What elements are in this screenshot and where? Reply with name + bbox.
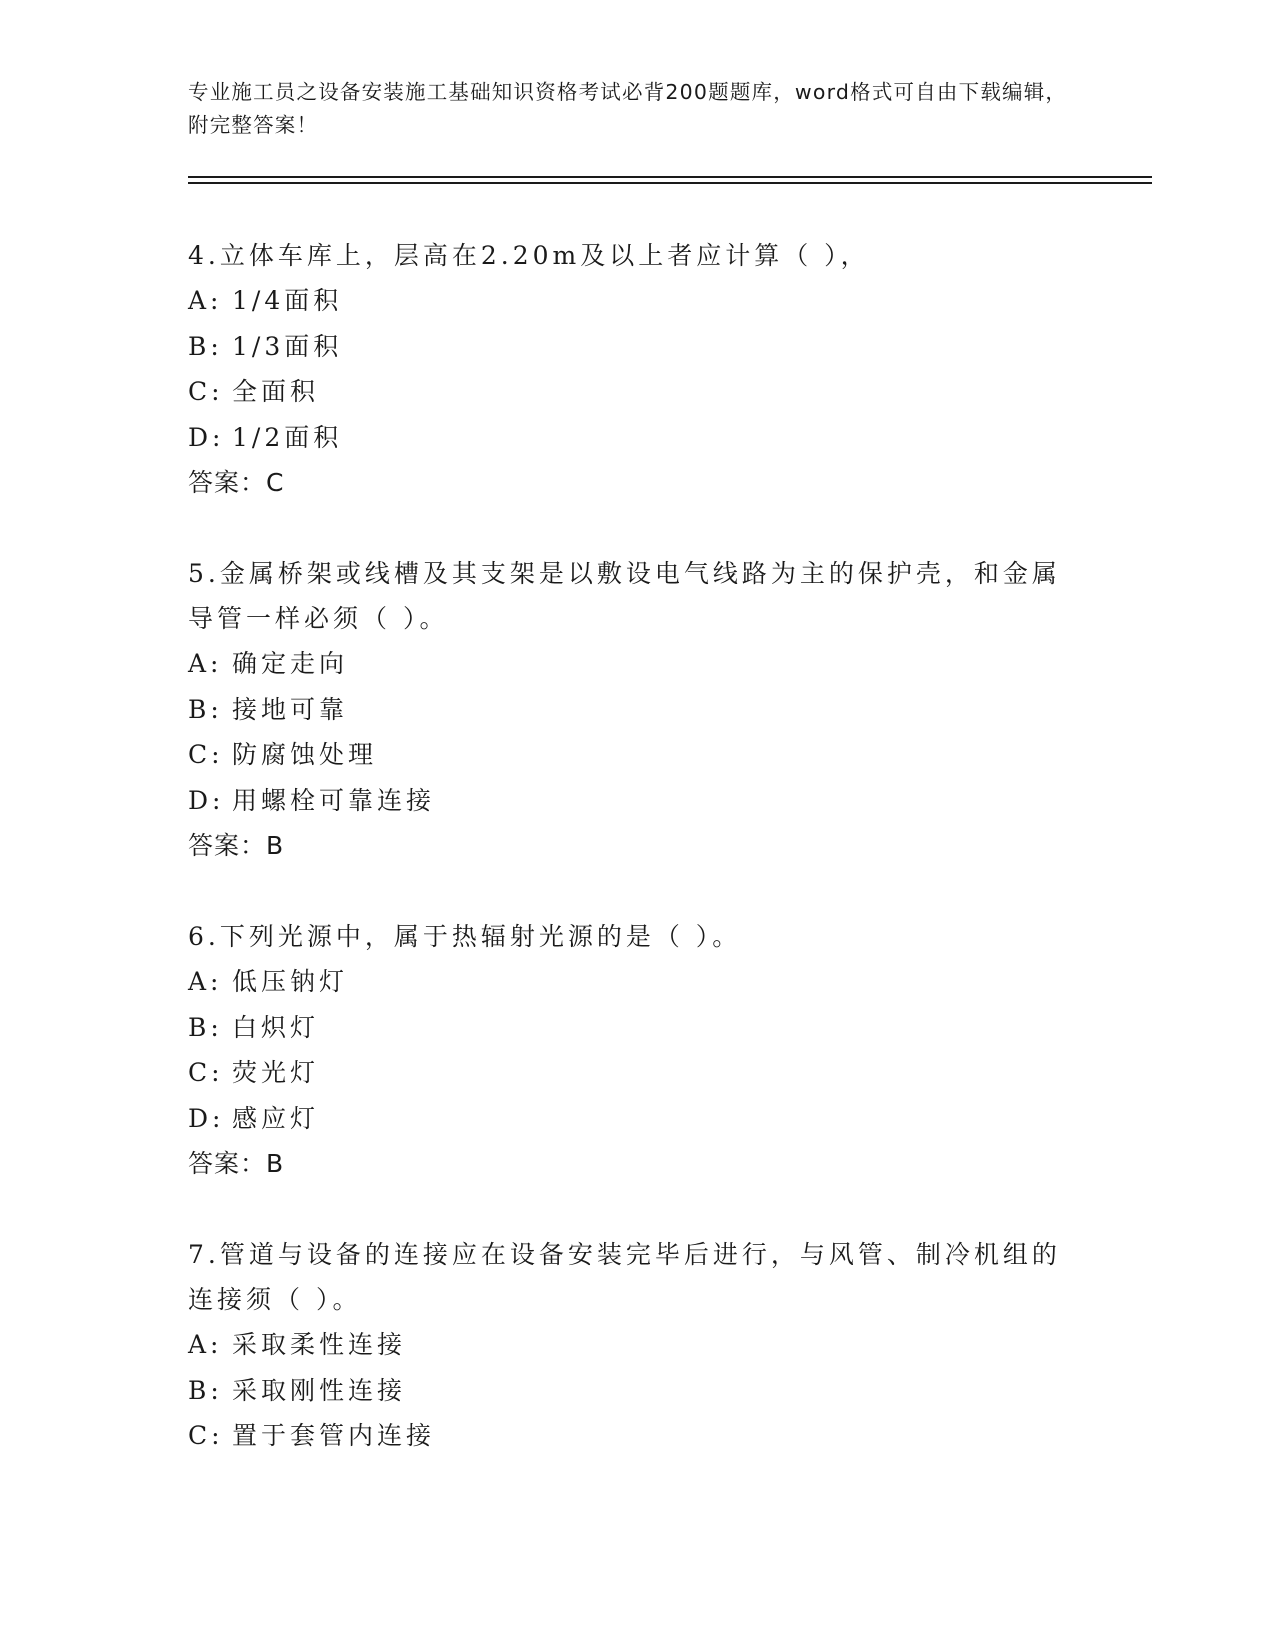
answer-line: 答案：B: [188, 831, 285, 860]
option-a: [188, 278, 1088, 324]
question-stem: 7.管道与设备的连接应在设备安装完毕后进行，与风管、制冷机组的连接须（ ）。: [188, 1240, 1061, 1314]
option-text: 采取柔性连接: [232, 1330, 407, 1359]
option-b: [188, 687, 1088, 733]
option-c: [188, 732, 1088, 778]
answer-line: 答案：B: [188, 1149, 285, 1178]
answer-line: 答案：C: [188, 468, 285, 497]
option-key: C:: [188, 1058, 224, 1087]
option-text: 感应灯: [232, 1103, 320, 1133]
option-text: 用螺栓可靠连接: [232, 785, 436, 815]
option-b: [188, 1005, 1088, 1051]
option-b: [188, 1368, 1088, 1414]
option-text: 全面积: [232, 377, 320, 406]
header-divider-bottom: [188, 182, 1152, 184]
option-key: D:: [188, 1103, 225, 1133]
option-key: A:: [188, 649, 223, 678]
option-text: 荧光灯: [232, 1058, 320, 1087]
option-d: [188, 778, 1088, 824]
option-text: 1/4面积: [232, 286, 343, 315]
question-list: [188, 233, 1088, 1505]
question-stem: 5.金属桥架或线槽及其支架是以敷设电气线路为主的保护壳，和金属导管一样必须（ ）。: [188, 559, 1061, 633]
option-key: D:: [188, 422, 225, 452]
option-key: C:: [188, 377, 224, 406]
question-stem: 4.立体车库上，层高在2.20m及以上者应计算（ ），: [188, 241, 870, 270]
question-stem: 6.下列光源中，属于热辐射光源的是（ ）。: [188, 922, 742, 951]
option-text: 防腐蚀处理: [232, 740, 378, 769]
option-text: 采取刚性连接: [232, 1375, 407, 1405]
option-text: 1/2面积: [232, 422, 343, 452]
option-text: 低压钠灯: [232, 967, 349, 996]
question-4: [188, 233, 1088, 505]
option-a: [188, 1322, 1088, 1368]
document-header: 专业施工员之设备安装施工基础知识资格考试必背200题题库，word格式可自由下载编辑，附完整答案！: [188, 80, 1068, 137]
option-d: [188, 1096, 1088, 1142]
header-divider-top: [188, 176, 1152, 178]
option-key: B:: [188, 694, 223, 724]
question-5: [188, 551, 1088, 868]
option-key: B:: [188, 331, 223, 361]
option-c: [188, 1050, 1088, 1096]
option-d: [188, 415, 1088, 461]
option-key: B:: [188, 1012, 223, 1042]
option-key: D:: [188, 785, 225, 815]
option-c: [188, 369, 1088, 415]
option-key: B:: [188, 1375, 223, 1405]
option-text: 置于套管内连接: [232, 1421, 436, 1450]
option-c: [188, 1413, 1088, 1459]
option-key: C:: [188, 740, 224, 769]
option-text: 接地可靠: [232, 694, 349, 724]
option-b: [188, 324, 1088, 370]
option-a: [188, 959, 1088, 1005]
question-7: [188, 1232, 1088, 1459]
option-key: A:: [188, 1330, 223, 1359]
option-key: C:: [188, 1421, 224, 1450]
question-6: [188, 914, 1088, 1186]
option-a: [188, 641, 1088, 687]
option-text: 1/3面积: [232, 331, 343, 361]
option-text: 白炽灯: [232, 1012, 320, 1042]
option-key: A:: [188, 967, 223, 996]
option-text: 确定走向: [232, 649, 349, 678]
option-key: A:: [188, 286, 223, 315]
